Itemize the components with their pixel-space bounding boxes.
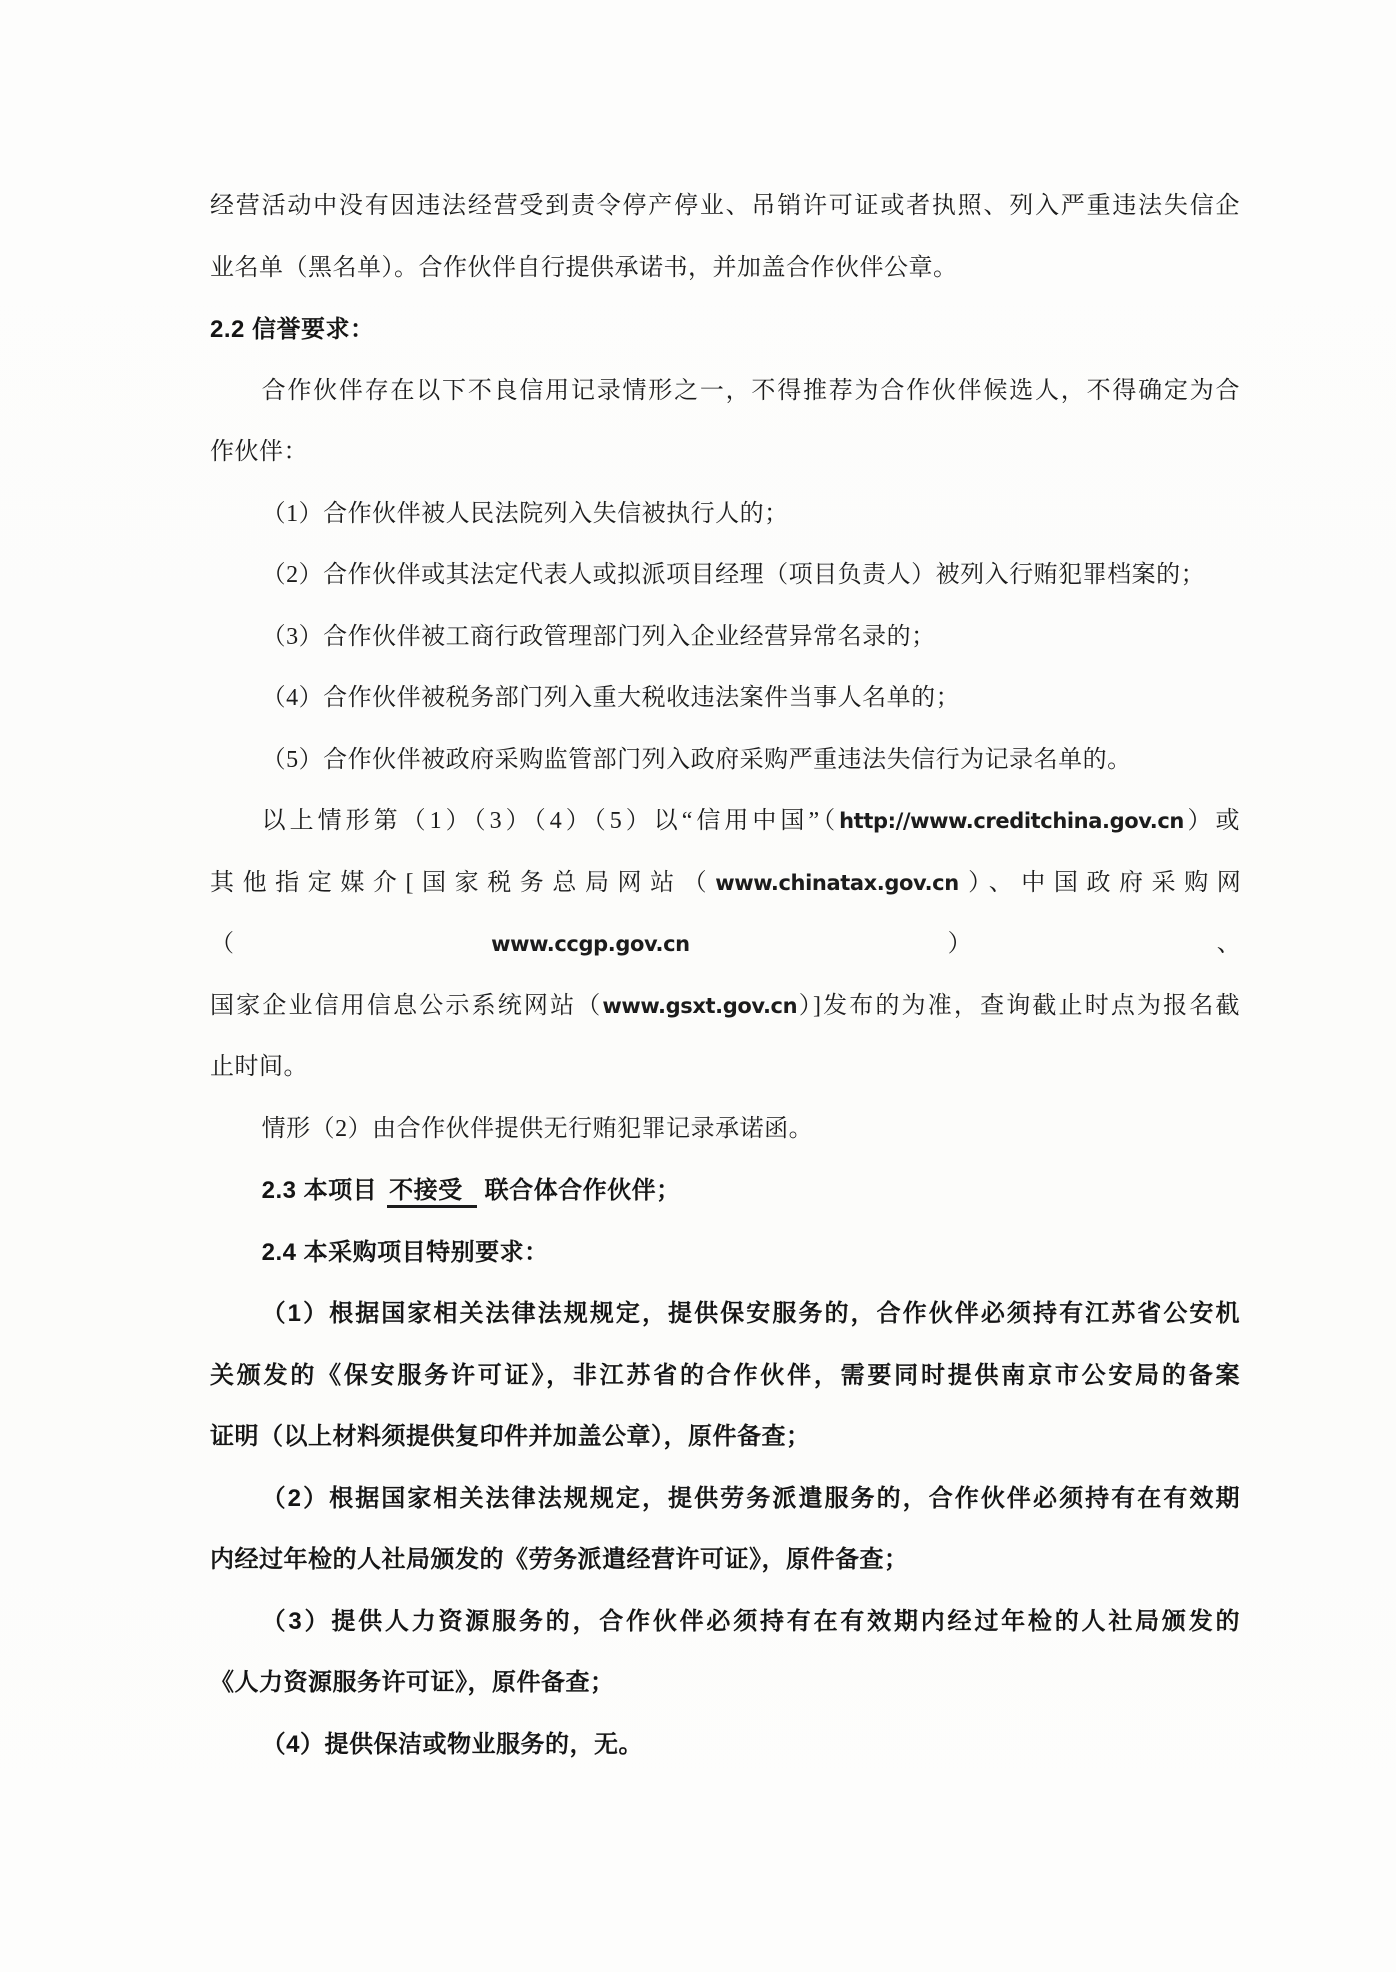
- continuation-paragraph-line-1: 经营活动中没有因违法经营受到责令停产停业、吊销许可证或者执照、列入严重违法失信企: [210, 193, 1240, 219]
- credit-item-1: （1）合作伙伴被人民法院列入失信被执行人的；: [261, 500, 789, 527]
- special-req-3-line-1: （3）提供人力资源服务的，合作伙伴必须持有在有效期内经过年检的人社局颁发的: [261, 1607, 1240, 1635]
- section-2-4-heading: 2.4 本采购项目特别要求：: [261, 1238, 549, 1266]
- section-2-3-line: [210, 1160, 1240, 1222]
- verification-text: ）、: [689, 931, 1240, 957]
- special-req-4: （4）提供保洁或物业服务的，无。: [261, 1730, 643, 1758]
- special-req-2-line-2: 内经过年检的人社局颁发的《劳务派遣经营许可证》，原件备查；: [210, 1546, 909, 1573]
- credit-item-2: （2）合作伙伴或其法定代表人或拟派项目经理（项目负责人）被列入行贿犯罪档案的；: [261, 562, 1206, 588]
- gsxt-url: www.gsxt.gov.cn: [602, 993, 798, 1018]
- verification-line-4: 止时间。: [210, 1054, 308, 1080]
- special-req-1-line-2: 关颁发的《保安服务许可证》，非江苏省的合作伙伴，需要同时提供南京市公安局的备案: [210, 1361, 1240, 1389]
- section-2-3-suffix: 联合体合作伙伴；: [484, 1177, 681, 1204]
- chinatax-url: www.chinatax.gov.cn: [715, 870, 959, 895]
- verification-text: 其他指定媒介[国家税务总局网站（: [210, 869, 716, 896]
- section-2-3-prefix: 2.3 本项目: [261, 1177, 378, 1204]
- creditchina-url: http://www.creditchina.gov.cn: [839, 809, 1184, 833]
- verification-text: ）或: [1183, 808, 1241, 834]
- credit-item-5: （5）合作伙伴被政府采购监管部门列入政府采购严重违法失信行为记录名单的。: [261, 746, 1132, 773]
- verification-line-1: [210, 791, 1240, 853]
- verification-text: 国家企业信用信息公示系统网站（: [210, 992, 603, 1019]
- verification-text: ）]发布的为准，查询截止时点为报名截: [797, 992, 1240, 1019]
- section-2-2-intro-line-1: 合作伙伴存在以下不良信用记录情形之一，不得推荐为合作伙伴候选人，不得确定为合: [261, 377, 1240, 404]
- special-req-1-line-3: 证明（以上材料须提供复印件并加盖公章），原件备查；: [210, 1423, 811, 1450]
- verification-line-2: [210, 853, 1240, 976]
- special-req-2-line-1: （2）根据国家相关法律法规规定，提供劳务派遣服务的，合作伙伴必须持有在有效期: [261, 1484, 1240, 1512]
- no-consortium-underlined: 不接受: [387, 1177, 477, 1208]
- verification-line-3: [210, 976, 1240, 1038]
- ccgp-url: www.ccgp.gov.cn: [491, 932, 690, 956]
- section-2-2-heading: 2.2 信誉要求：: [210, 316, 375, 343]
- credit-item-4: （4）合作伙伴被税务部门列入重大税收违法案件当事人名单的；: [261, 685, 961, 711]
- document-text-block: [210, 176, 1240, 1775]
- special-req-3-line-2: 《人力资源服务许可证》，原件备查；: [210, 1669, 615, 1696]
- credit-item-3: （3）合作伙伴被工商行政管理部门列入企业经营异常名录的；: [261, 623, 936, 650]
- note-situation-2: 情形（2）由合作伙伴提供无行贿犯罪记录承诺函。: [261, 1115, 814, 1142]
- verification-text: 以上情形第（1）（3）（4）（5）以“信用中国”（: [261, 808, 840, 834]
- verification-text: ）、中国政府采购网（: [210, 869, 1240, 957]
- continuation-paragraph-line-2: 业名单（黑名单）。合作伙伴自行提供承诺书，并加盖合作伙伴公章。: [210, 254, 958, 281]
- special-req-1-line-1: （1）根据国家相关法律法规规定，提供保安服务的，合作伙伴必须持有江苏省公安机: [261, 1300, 1240, 1327]
- section-2-2-intro-line-2: 作伙伴：: [210, 439, 308, 465]
